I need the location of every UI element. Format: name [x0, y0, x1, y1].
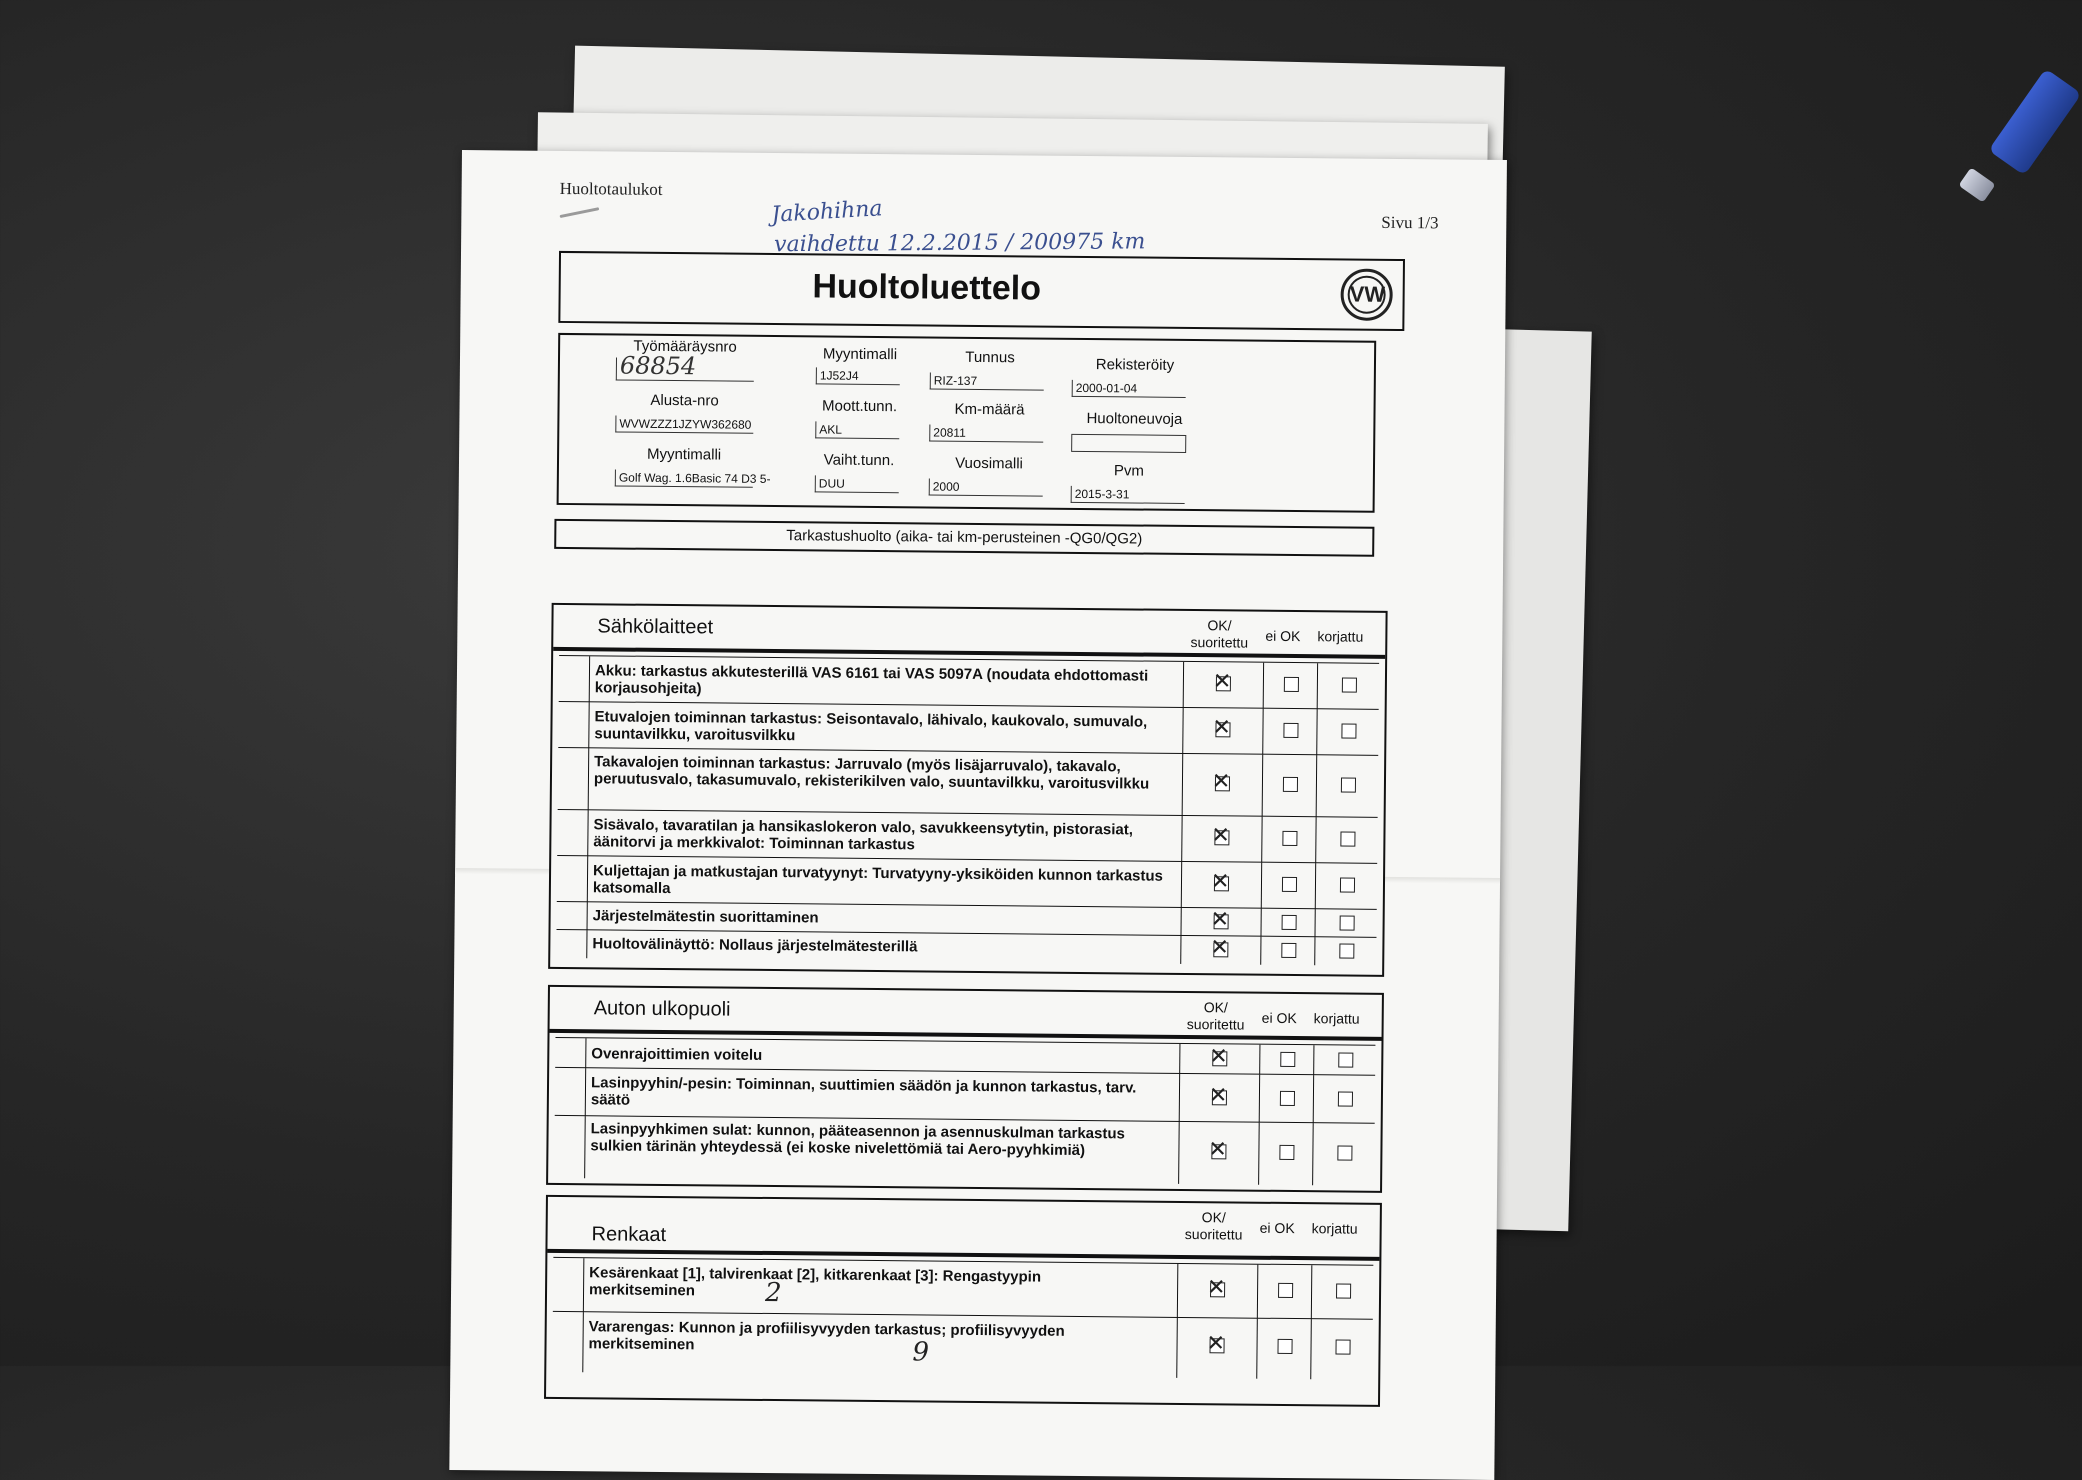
cell-korjattu: [1316, 709, 1379, 756]
vw-logo-icon: [1340, 268, 1392, 320]
col-header-eiok: ei OK: [1261, 1009, 1297, 1027]
checkbox-eiok[interactable]: [1282, 831, 1297, 846]
cell-ok: [1176, 1318, 1258, 1379]
title-box: [558, 251, 1405, 331]
label-tunnus: Tunnus: [965, 348, 1015, 367]
checkbox-eiok[interactable]: [1282, 877, 1297, 892]
cell-korjattu: [1313, 1045, 1376, 1076]
checkbox-korjattu[interactable]: [1337, 1145, 1352, 1160]
service-sheet: [449, 150, 1507, 1480]
cell-korjattu: [1316, 755, 1380, 818]
col-header-ok: OK/ suoritettu: [1190, 617, 1249, 651]
cell-ok: [1181, 862, 1262, 909]
row-text: Akku: tarkastus akkutesterillä VAS 6161 tai VAS 5097A (noudata ehdottomasti korjausohjeita): [594, 662, 1149, 698]
cell-eiok: [1256, 1319, 1312, 1380]
cell-eiok: [1260, 937, 1315, 966]
value-rekisteroity: 2000-01-04: [1072, 380, 1186, 398]
row-marker: [552, 1312, 584, 1372]
page-number: Sivu 1/3: [1381, 212, 1439, 233]
section-sahkolaitteet: [548, 603, 1387, 977]
cell-ok: [1179, 1074, 1260, 1123]
value-huoltoneuvoja: [1071, 434, 1186, 453]
checkbox-ok[interactable]: [1211, 1144, 1226, 1159]
checkbox-eiok[interactable]: [1283, 723, 1298, 738]
row-marker: [556, 930, 587, 958]
section-renkaat: [544, 1195, 1382, 1407]
cell-eiok: [1259, 1045, 1314, 1076]
service-type: Tarkastushuolto (aika- tai km-perusteinen -QG0/QG2): [554, 519, 1374, 557]
checkbox-ok[interactable]: [1209, 1338, 1224, 1353]
checkbox-ok[interactable]: [1210, 1282, 1225, 1297]
checkbox-korjattu[interactable]: [1340, 831, 1355, 846]
value-vaiht: DUU: [815, 475, 899, 493]
section-title: Auton ulkopuoli: [593, 997, 731, 1021]
section-auton-ulkopuoli: [546, 985, 1384, 1193]
row-text: Lasinpyyhkimen sulat: kunnon, pääteasennon ja asennuskulman tarkastus sulkien tärinän yhteydessä (ei koske nivelettömiä tai Aero-pyyhkimiä): [590, 1120, 1125, 1160]
row-text: Takavalojen toiminnan tarkastus: Jarruvalo (myös lisäjarruvalo), takavalo, peruutusvalo, takasumuvalo, rekisterikilven valo, suuntavilkku, varoitusvilkku: [593, 753, 1150, 793]
checkbox-ok[interactable]: [1213, 942, 1228, 957]
label-vaiht: Vaiht.tunn.: [823, 451, 895, 470]
checkbox-ok[interactable]: [1214, 914, 1229, 929]
cell-eiok: [1257, 1265, 1313, 1320]
cell-ok: [1181, 816, 1262, 863]
cell-eiok: [1260, 909, 1315, 938]
row-text: Lasinpyyhin/-pesin: Toiminnan, suuttimien säädön ja kunnon tarkastus, tarv. säätö: [590, 1074, 1137, 1109]
row-text: Etuvalojen toiminnan tarkastus: Seisontavalo, lähivalo, kaukovalo, sumuvalo, suuntavilkku, varoitusvilkku: [594, 708, 1148, 745]
row-marker: [557, 856, 588, 902]
checkbox-eiok[interactable]: [1277, 1339, 1292, 1354]
row-marker: [559, 656, 590, 702]
row-marker: [558, 748, 590, 810]
value-moott: AKL: [815, 421, 899, 439]
label-myyntimalli-left: Myyntimalli: [646, 445, 722, 464]
cell-ok: [1182, 754, 1264, 817]
table-row: [552, 1311, 1373, 1380]
col-header-korjattu: korjattu: [1311, 1220, 1358, 1237]
cell-eiok: [1263, 663, 1318, 710]
value-pvm: 2015-3-31: [1071, 486, 1185, 504]
col-header-korjattu: korjattu: [1317, 628, 1364, 645]
section-title: Renkaat: [591, 1223, 667, 1247]
row-text: Kuljettajan ja matkustajan turvatyynyt: Turvatyyny-yksiköiden kunnon tarkastus katsomalla: [592, 862, 1164, 898]
value-tyomaaraysnro: [616, 351, 754, 381]
row-marker: [555, 1038, 586, 1068]
checkbox-eiok[interactable]: [1280, 1091, 1295, 1106]
row-marker: [554, 1116, 586, 1178]
pen-tip-icon: [1958, 167, 1995, 202]
checkbox-korjattu[interactable]: [1335, 1339, 1350, 1354]
cell-korjattu: [1315, 863, 1378, 910]
section-title: Sähkölaitteet: [597, 615, 714, 639]
table-row: [558, 747, 1379, 818]
checkbox-eiok[interactable]: [1282, 915, 1297, 930]
cell-eiok: [1262, 755, 1318, 818]
cell-korjattu: [1312, 1123, 1376, 1186]
cell-eiok: [1262, 709, 1317, 756]
col-header-ok: OK/ suoritettu: [1184, 1209, 1243, 1243]
col-header-korjattu: korjattu: [1313, 1010, 1360, 1027]
vw-logo-text: VW: [1347, 276, 1385, 314]
cell-ok: [1182, 708, 1263, 755]
col-header-ok: OK/ suoritettu: [1186, 999, 1245, 1033]
value-tunnus: RIZ-137: [930, 373, 1044, 391]
handwritten-note-line1: Jakohihna: [770, 196, 884, 228]
row-marker: [558, 702, 589, 748]
row-text: Kesärenkaat [1], talvirenkaat [2], kitkarenkaat [3]: Rengastyypin merkitseminen: [588, 1264, 1042, 1300]
cell-ok: [1180, 908, 1261, 937]
checkbox-eiok[interactable]: [1283, 777, 1298, 792]
row-text: Sisävalo, tavaratilan ja hansikaslokeron valo, savukkeensytytin, pistorasiat, äänitorvi ja merkkivalot: Toiminnan tarkastus: [593, 816, 1134, 854]
checkbox-ok[interactable]: [1215, 776, 1230, 791]
table-row: [553, 1257, 1373, 1320]
row-text: Huoltovälinäyttö: Nollaus järjestelmätesterillä: [592, 935, 918, 956]
checkbox-korjattu[interactable]: [1342, 677, 1357, 692]
checkbox-ok[interactable]: [1216, 676, 1231, 691]
pen-icon: [1988, 68, 2081, 175]
cell-ok: [1177, 1264, 1259, 1319]
checkbox-ok[interactable]: [1215, 722, 1230, 737]
cell-korjattu: [1317, 663, 1380, 710]
value-myyntimalli-mid: 1J52J4: [816, 367, 900, 385]
checkbox-eiok[interactable]: [1278, 1283, 1293, 1298]
row-text: Järjestelmätestin suorittaminen: [592, 907, 819, 927]
col-header-eiok: ei OK: [1259, 1219, 1295, 1237]
row-marker: [557, 902, 588, 930]
label-tyomaaraysnro: Työmääräysnro: [633, 337, 737, 356]
label-km: Km-määrä: [954, 400, 1025, 419]
label-huoltoneuvoja: Huoltoneuvoja: [1086, 410, 1183, 428]
cell-eiok: [1261, 817, 1316, 864]
label-myyntimalli-mid: Myyntimalli: [822, 345, 898, 364]
checkbox-korjattu[interactable]: [1341, 777, 1356, 792]
checkbox-eiok[interactable]: [1279, 1145, 1294, 1160]
header-left: Huoltotaulukot: [559, 178, 663, 199]
cell-ok: [1183, 662, 1264, 709]
checkbox-ok[interactable]: [1214, 876, 1229, 891]
label-pvm: Pvm: [1113, 462, 1145, 480]
cell-eiok: [1259, 1075, 1314, 1124]
cell-ok: [1180, 936, 1261, 965]
checkbox-ok[interactable]: [1212, 1090, 1227, 1105]
checkbox-korjattu[interactable]: [1336, 1283, 1351, 1298]
table-row: [554, 1115, 1375, 1186]
vehicle-info-box: [557, 333, 1377, 513]
cell-korjattu: [1314, 909, 1377, 938]
checkbox-eiok[interactable]: [1284, 677, 1299, 692]
value-km: 20811: [929, 424, 1043, 442]
row-text: Ovenrajoittimien voitelu: [591, 1045, 763, 1064]
checkbox-eiok[interactable]: [1280, 1052, 1295, 1067]
cell-korjattu: [1310, 1319, 1374, 1380]
handwritten-profile-depth: 9: [912, 1337, 930, 1368]
page-title: Huoltoluettelo: [812, 267, 1042, 308]
col-header-eiok: ei OK: [1265, 627, 1301, 645]
checkbox-korjattu[interactable]: [1340, 915, 1355, 930]
checkbox-korjattu[interactable]: [1340, 877, 1355, 892]
handwritten-note-line2: vaihdettu 12.2.2015 / 200975 km: [774, 229, 1146, 258]
label-moott: Moott.tunn.: [821, 397, 898, 416]
checkbox-korjattu[interactable]: [1341, 723, 1356, 738]
cell-ok: [1179, 1044, 1260, 1075]
cell-korjattu: [1311, 1265, 1375, 1320]
checkbox-korjattu[interactable]: [1339, 943, 1354, 958]
row-marker: [557, 810, 588, 856]
value-myyntimalli-left: Golf Wag. 1.6Basic 74 D3 5-: [615, 469, 753, 487]
row-marker: [555, 1068, 586, 1116]
handwritten-order-number: 68854: [619, 351, 697, 381]
checkbox-ok[interactable]: [1214, 830, 1229, 845]
row-text: Vararengas: Kunnon ja profiilisyvyyden tarkastus; profiilisyvyyden merkitseminen: [588, 1318, 1065, 1354]
cell-ok: [1178, 1122, 1260, 1185]
cell-eiok: [1258, 1123, 1314, 1186]
value-alusta: WVWZZZ1JZYW362680: [615, 415, 753, 433]
value-vuosimalli: 2000: [929, 478, 1043, 496]
checkbox-korjattu[interactable]: [1338, 1091, 1353, 1106]
cell-eiok: [1261, 863, 1316, 910]
cell-korjattu: [1315, 817, 1378, 864]
handwritten-tyre-type: 2: [764, 1277, 782, 1309]
staple-icon: [560, 207, 600, 218]
checkbox-ok[interactable]: [1212, 1051, 1227, 1066]
cell-korjattu: [1313, 1075, 1376, 1124]
cell-korjattu: [1314, 937, 1377, 966]
label-vuosimalli: Vuosimalli: [955, 454, 1024, 473]
label-alusta: Alusta-nro: [650, 391, 719, 410]
row-marker: [553, 1258, 585, 1312]
label-rekisteroity: Rekisteröity: [1095, 356, 1175, 374]
checkbox-korjattu[interactable]: [1338, 1052, 1353, 1067]
checkbox-eiok[interactable]: [1281, 943, 1296, 958]
